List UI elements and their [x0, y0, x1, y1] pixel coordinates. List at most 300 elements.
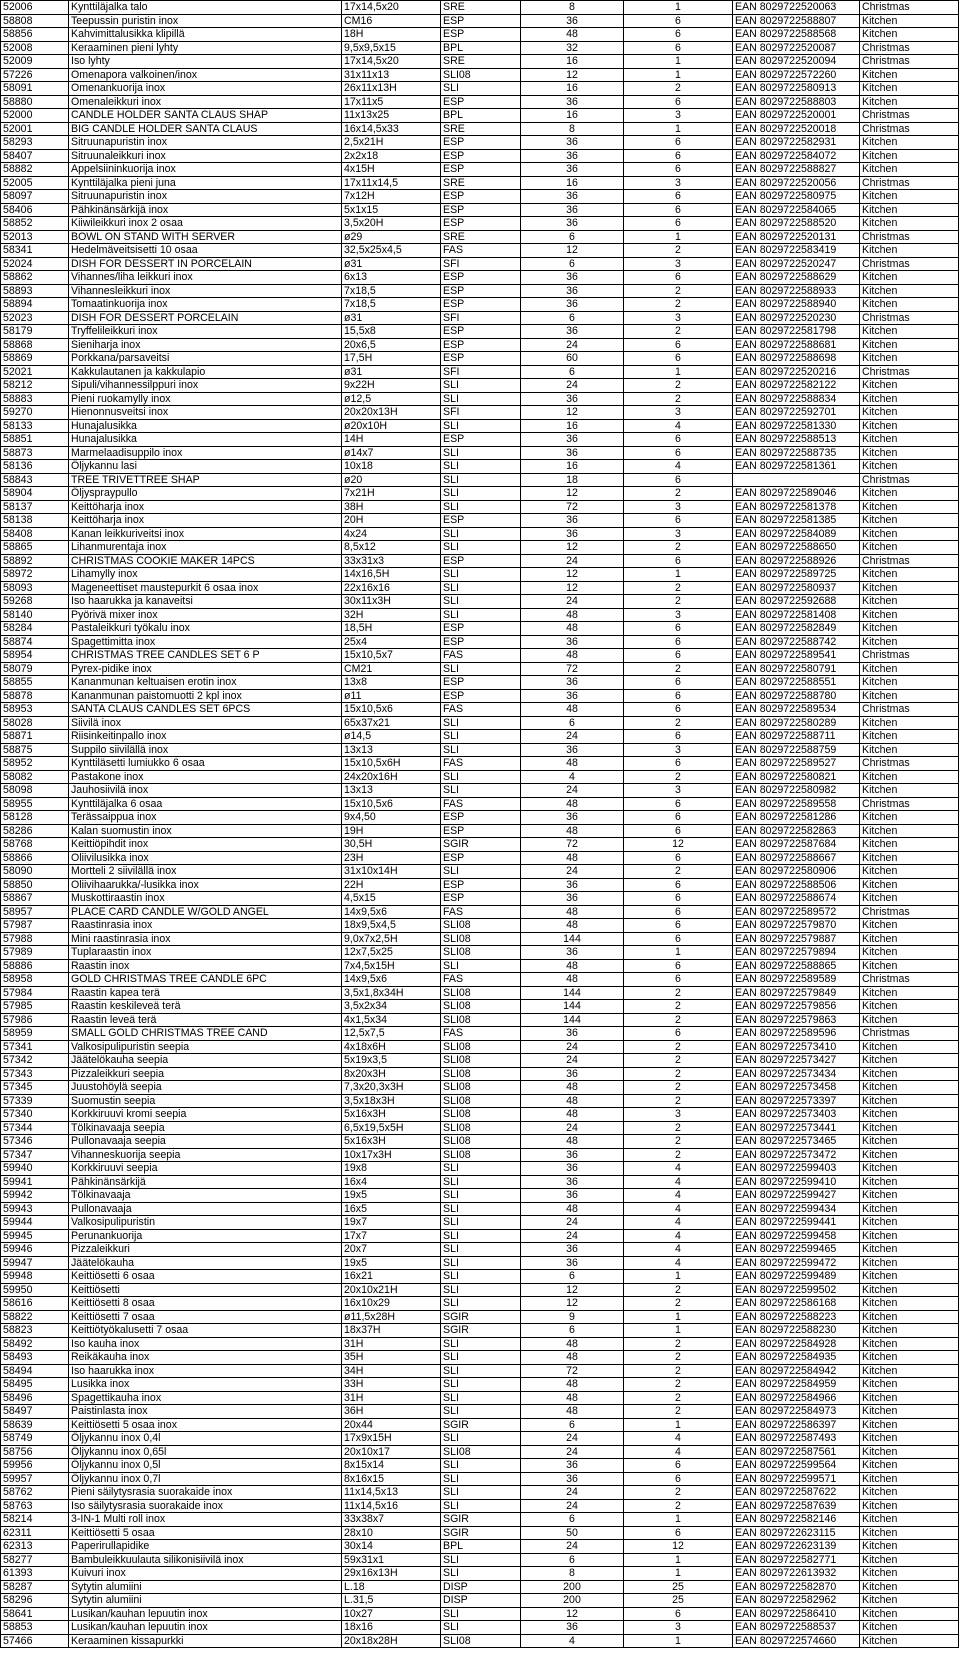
category: Kitchen	[860, 1391, 959, 1405]
carton-quantity: 4	[521, 770, 624, 784]
ean-code: EAN 8029722588551	[733, 676, 860, 690]
item-dimensions: 30x14	[342, 1540, 441, 1554]
item-dimensions: 20x10x17	[342, 1445, 441, 1459]
packaging-code: ESP	[441, 811, 521, 825]
item-dimensions: 15,5x8	[342, 325, 441, 339]
item-dimensions: 8,5x12	[342, 541, 441, 555]
category: Christmas	[860, 122, 959, 136]
table-row	[1, 1337, 959, 1351]
packaging-code: SRE	[441, 122, 521, 136]
packaging-code: SLI	[441, 959, 521, 973]
packaging-code: SLI	[441, 1297, 521, 1311]
item-code: 58137	[1, 500, 69, 514]
inner-quantity: 2	[624, 1094, 733, 1108]
item-name: Pieni säilytysrasia suorakaide inox	[69, 1486, 342, 1500]
item-name: Juustohöylä seepia	[69, 1081, 342, 1095]
item-name: Korkkiruuvi kromi seepia	[69, 1108, 342, 1122]
category: Kitchen	[860, 1513, 959, 1527]
ean-code: EAN 8029722580913	[733, 82, 860, 96]
carton-quantity: 48	[521, 608, 624, 622]
packaging-code: SLI	[441, 1553, 521, 1567]
packaging-code: SLI	[441, 82, 521, 96]
carton-quantity: 24	[521, 1432, 624, 1446]
ean-code: EAN 8029722589541	[733, 649, 860, 663]
inner-quantity: 4	[624, 419, 733, 433]
inner-quantity: 2	[624, 487, 733, 501]
category: Kitchen	[860, 932, 959, 946]
packaging-code: SLI	[441, 1378, 521, 1392]
item-dimensions: 34H	[342, 1364, 441, 1378]
ean-code: EAN 8029722599564	[733, 1459, 860, 1473]
item-dimensions: 22H	[342, 878, 441, 892]
carton-quantity: 36	[521, 676, 624, 690]
packaging-code: SLI	[441, 460, 521, 474]
inner-quantity: 3	[624, 311, 733, 325]
inner-quantity: 1	[624, 1634, 733, 1648]
category: Christmas	[860, 365, 959, 379]
inner-quantity: 2	[624, 244, 733, 258]
category: Kitchen	[860, 716, 959, 730]
item-name: BIG CANDLE HOLDER SANTA CLAUS	[69, 122, 342, 136]
ean-code: EAN 8029722588711	[733, 730, 860, 744]
item-name: Paperirullapidike	[69, 1540, 342, 1554]
item-name: Kananmunan keltuaisen erotin inox	[69, 676, 342, 690]
category: Kitchen	[860, 1040, 959, 1054]
item-dimensions: 20x10x21H	[342, 1283, 441, 1297]
item-name: Hedelmäveitsisetti 10 osaa	[69, 244, 342, 258]
ean-code: EAN 8029722520230	[733, 311, 860, 325]
item-name: Kiiwileikkuri inox 2 osaa	[69, 217, 342, 231]
inner-quantity: 6	[624, 635, 733, 649]
item-name: Iso haarukka inox	[69, 1364, 342, 1378]
item-dimensions: 17x14,5x20	[342, 55, 441, 69]
category: Kitchen	[860, 1202, 959, 1216]
packaging-code: SLI08	[441, 1067, 521, 1081]
packaging-code: SLI08	[441, 1040, 521, 1054]
inner-quantity: 6	[624, 95, 733, 109]
packaging-code: SGIR	[441, 1526, 521, 1540]
category: Kitchen	[860, 392, 959, 406]
item-dimensions: 32,5x25x4,5	[342, 244, 441, 258]
packaging-code: SLI	[441, 1364, 521, 1378]
item-dimensions: 8x20x3H	[342, 1067, 441, 1081]
item-dimensions: 23H	[342, 851, 441, 865]
table-row	[1, 1499, 959, 1513]
category: Kitchen	[860, 527, 959, 541]
ean-code: EAN 8029722599465	[733, 1243, 860, 1257]
packaging-code: SLI08	[441, 1094, 521, 1108]
item-dimensions: 14x9,5x6	[342, 905, 441, 919]
ean-code: EAN 8029722588834	[733, 392, 860, 406]
table-row	[1, 257, 959, 271]
item-name: Öljykannu inox 0,7l	[69, 1472, 342, 1486]
carton-quantity: 12	[521, 68, 624, 82]
category: Kitchen	[860, 1283, 959, 1297]
table-row	[1, 1000, 959, 1014]
category: Kitchen	[860, 487, 959, 501]
item-code: 58874	[1, 635, 69, 649]
category: Kitchen	[860, 284, 959, 298]
category: Kitchen	[860, 1445, 959, 1459]
carton-quantity: 12	[521, 1297, 624, 1311]
item-name: Reikäkauha inox	[69, 1351, 342, 1365]
ean-code: EAN 8029722588698	[733, 352, 860, 366]
inner-quantity: 6	[624, 41, 733, 55]
category: Kitchen	[860, 676, 959, 690]
item-code: 58953	[1, 703, 69, 717]
category: Kitchen	[860, 514, 959, 528]
packaging-code: SGIR	[441, 1418, 521, 1432]
category: Kitchen	[860, 1607, 959, 1621]
carton-quantity: 36	[521, 14, 624, 28]
inner-quantity: 1	[624, 1324, 733, 1338]
category: Kitchen	[860, 379, 959, 393]
item-name: Pyrex-pidike inox	[69, 662, 342, 676]
table-row	[1, 230, 959, 244]
category: Kitchen	[860, 824, 959, 838]
packaging-code: SLI	[441, 716, 521, 730]
inner-quantity: 3	[624, 608, 733, 622]
table-row	[1, 271, 959, 285]
inner-quantity: 1	[624, 55, 733, 69]
table-row	[1, 730, 959, 744]
table-row	[1, 581, 959, 595]
packaging-code: ESP	[441, 514, 521, 528]
inner-quantity: 6	[624, 1027, 733, 1041]
table-row	[1, 1364, 959, 1378]
category: Christmas	[860, 757, 959, 771]
item-code: 58875	[1, 743, 69, 757]
category: Kitchen	[860, 1148, 959, 1162]
item-code: 57345	[1, 1081, 69, 1095]
item-code: 52001	[1, 122, 69, 136]
packaging-code: SLI08	[441, 986, 521, 1000]
item-dimensions: 59x31x1	[342, 1553, 441, 1567]
item-name: Keittiösetti 7 osaa	[69, 1310, 342, 1324]
item-name: Omenaleikkuri inox	[69, 95, 342, 109]
packaging-code: SLI	[441, 1256, 521, 1270]
ean-code: EAN 8029722520094	[733, 55, 860, 69]
ean-code: EAN 8029722589527	[733, 757, 860, 771]
table-row	[1, 1243, 959, 1257]
ean-code: EAN 8029722588230	[733, 1324, 860, 1338]
item-code: 59270	[1, 406, 69, 420]
packaging-code: SLI	[441, 1216, 521, 1230]
packaging-code: SLI	[441, 392, 521, 406]
ean-code: EAN 8029722584973	[733, 1405, 860, 1419]
packaging-code: SLI08	[441, 1135, 521, 1149]
item-name: Suppilo siivilällä inox	[69, 743, 342, 757]
carton-quantity: 8	[521, 1, 624, 15]
table-row	[1, 82, 959, 96]
table-row	[1, 500, 959, 514]
table-row	[1, 1486, 959, 1500]
item-code: 58494	[1, 1364, 69, 1378]
inner-quantity: 6	[624, 217, 733, 231]
item-dimensions: 16x14,5x33	[342, 122, 441, 136]
carton-quantity: 24	[521, 595, 624, 609]
item-dimensions: 5x16x3H	[342, 1135, 441, 1149]
table-row	[1, 919, 959, 933]
packaging-code: SFI	[441, 406, 521, 420]
item-code: 58407	[1, 149, 69, 163]
inner-quantity: 2	[624, 865, 733, 879]
carton-quantity: 50	[521, 1526, 624, 1540]
inner-quantity: 2	[624, 1499, 733, 1513]
packaging-code: ESP	[441, 892, 521, 906]
inner-quantity: 4	[624, 1229, 733, 1243]
item-code: 58616	[1, 1297, 69, 1311]
carton-quantity: 36	[521, 433, 624, 447]
packaging-code: SLI	[441, 527, 521, 541]
ean-code: EAN 8029722581378	[733, 500, 860, 514]
inner-quantity: 6	[624, 1526, 733, 1540]
carton-quantity: 16	[521, 176, 624, 190]
item-code: 52005	[1, 176, 69, 190]
category: Kitchen	[860, 82, 959, 96]
packaging-code: ESP	[441, 271, 521, 285]
item-dimensions: 17x7	[342, 1229, 441, 1243]
table-row	[1, 1432, 959, 1446]
category: Kitchen	[860, 838, 959, 852]
item-dimensions: 16x5	[342, 1202, 441, 1216]
item-code: 58894	[1, 298, 69, 312]
item-name: Keittöharja inox	[69, 514, 342, 528]
ean-code: EAN 8029722581408	[733, 608, 860, 622]
item-code: 58641	[1, 1607, 69, 1621]
carton-quantity: 16	[521, 82, 624, 96]
category: Kitchen	[860, 1243, 959, 1257]
category: Kitchen	[860, 419, 959, 433]
category: Kitchen	[860, 1351, 959, 1365]
inner-quantity: 3	[624, 176, 733, 190]
packaging-code: SLI08	[441, 1634, 521, 1648]
item-name: Lusikan/kauhan lepuutin inox	[69, 1621, 342, 1635]
table-row	[1, 1040, 959, 1054]
item-dimensions: 31x11x13	[342, 68, 441, 82]
ean-code: EAN 8029722588674	[733, 892, 860, 906]
item-name: Sitruunapuristin inox	[69, 136, 342, 150]
item-name: Pähkinänsärkijä inox	[69, 203, 342, 217]
item-dimensions: 13x13	[342, 743, 441, 757]
item-name: Hunajalusikka	[69, 433, 342, 447]
item-name: Pastaleikkuri työkalu inox	[69, 622, 342, 636]
packaging-code: BPL	[441, 41, 521, 55]
inner-quantity: 6	[624, 676, 733, 690]
packaging-code: ESP	[441, 149, 521, 163]
ean-code: EAN 8029722582863	[733, 824, 860, 838]
item-code: 58843	[1, 473, 69, 487]
item-name: Keittiösetti 6 osaa	[69, 1270, 342, 1284]
carton-quantity: 4	[521, 1634, 624, 1648]
carton-quantity: 36	[521, 136, 624, 150]
carton-quantity: 24	[521, 379, 624, 393]
ean-code: EAN 8029722588803	[733, 95, 860, 109]
ean-code: EAN 8029722520216	[733, 365, 860, 379]
inner-quantity: 1	[624, 122, 733, 136]
carton-quantity: 36	[521, 298, 624, 312]
item-dimensions: ø31	[342, 257, 441, 271]
inner-quantity: 6	[624, 554, 733, 568]
item-dimensions: 26x11x13H	[342, 82, 441, 96]
category: Kitchen	[860, 1580, 959, 1594]
item-name: CANDLE HOLDER SANTA CLAUS SHAP	[69, 109, 342, 123]
packaging-code: FAS	[441, 757, 521, 771]
inner-quantity: 1	[624, 1418, 733, 1432]
category: Kitchen	[860, 406, 959, 420]
ean-code: EAN 8029722582849	[733, 622, 860, 636]
packaging-code: BPL	[441, 109, 521, 123]
ean-code: EAN 8029722582146	[733, 1513, 860, 1527]
inner-quantity: 2	[624, 1135, 733, 1149]
ean-code: EAN 8029722580906	[733, 865, 860, 879]
category: Kitchen	[860, 811, 959, 825]
inner-quantity: 1	[624, 68, 733, 82]
carton-quantity: 24	[521, 1229, 624, 1243]
category: Kitchen	[860, 1499, 959, 1513]
ean-code: EAN 8029722520247	[733, 257, 860, 271]
inner-quantity: 6	[624, 514, 733, 528]
table-row	[1, 1513, 959, 1527]
carton-quantity: 12	[521, 541, 624, 555]
item-name: Iso kauha inox	[69, 1337, 342, 1351]
table-row	[1, 1081, 959, 1095]
category: Kitchen	[860, 203, 959, 217]
item-dimensions: 9,5x9,5x15	[342, 41, 441, 55]
category: Kitchen	[860, 1310, 959, 1324]
ean-code: EAN 8029722573427	[733, 1054, 860, 1068]
table-row	[1, 527, 959, 541]
item-name: PLACE CARD CANDLE W/GOLD ANGEL	[69, 905, 342, 919]
table-row	[1, 473, 959, 487]
item-dimensions: 33H	[342, 1378, 441, 1392]
item-dimensions: ø20	[342, 473, 441, 487]
table-row	[1, 163, 959, 177]
item-dimensions: 7x4,5x15H	[342, 959, 441, 973]
inner-quantity: 2	[624, 1297, 733, 1311]
ean-code: EAN 8029722588537	[733, 1621, 860, 1635]
item-dimensions: 10x27	[342, 1607, 441, 1621]
ean-code: EAN 8029722520018	[733, 122, 860, 136]
ean-code: EAN 8029722588520	[733, 217, 860, 231]
carton-quantity: 36	[521, 392, 624, 406]
table-row	[1, 1607, 959, 1621]
item-dimensions: 20x7	[342, 1243, 441, 1257]
ean-code: EAN 8029722592688	[733, 595, 860, 609]
ean-code: EAN 8029722573441	[733, 1121, 860, 1135]
inner-quantity: 4	[624, 1432, 733, 1446]
inner-quantity: 4	[624, 1445, 733, 1459]
ean-code: EAN 8029722589589	[733, 973, 860, 987]
item-code: 58497	[1, 1405, 69, 1419]
table-row	[1, 433, 959, 447]
item-dimensions: 19H	[342, 824, 441, 838]
item-dimensions: 20x18x28H	[342, 1634, 441, 1648]
carton-quantity: 12	[521, 568, 624, 582]
item-dimensions: 36H	[342, 1405, 441, 1419]
table-row	[1, 568, 959, 582]
table-row	[1, 689, 959, 703]
table-row	[1, 973, 959, 987]
table-row	[1, 892, 959, 906]
inner-quantity: 2	[624, 325, 733, 339]
packaging-code: ESP	[441, 28, 521, 42]
carton-quantity: 16	[521, 109, 624, 123]
item-code: 58958	[1, 973, 69, 987]
category: Kitchen	[860, 878, 959, 892]
item-code: 58954	[1, 649, 69, 663]
category: Kitchen	[860, 1094, 959, 1108]
inner-quantity: 6	[624, 136, 733, 150]
category: Kitchen	[860, 1054, 959, 1068]
packaging-code: SLI	[441, 1243, 521, 1257]
inner-quantity: 2	[624, 662, 733, 676]
inner-quantity: 6	[624, 352, 733, 366]
carton-quantity: 36	[521, 325, 624, 339]
ean-code: EAN 8029722599571	[733, 1472, 860, 1486]
packaging-code: SGIR	[441, 1324, 521, 1338]
carton-quantity: 6	[521, 257, 624, 271]
item-code: 57343	[1, 1067, 69, 1081]
packaging-code: FAS	[441, 905, 521, 919]
inner-quantity: 3	[624, 527, 733, 541]
item-name: Spagettikauha inox	[69, 1391, 342, 1405]
category: Kitchen	[860, 1229, 959, 1243]
item-dimensions: 15x10,5x6	[342, 703, 441, 717]
carton-quantity: 24	[521, 1486, 624, 1500]
item-name: GOLD CHRISTMAS TREE CANDLE 6PC	[69, 973, 342, 987]
ean-code: EAN 8029722589046	[733, 487, 860, 501]
carton-quantity: 36	[521, 635, 624, 649]
item-dimensions: 18H	[342, 28, 441, 42]
table-row	[1, 203, 959, 217]
item-code: 52000	[1, 109, 69, 123]
item-dimensions: 19x5	[342, 1256, 441, 1270]
table-row	[1, 1108, 959, 1122]
item-code: 58293	[1, 136, 69, 150]
item-code: 58495	[1, 1378, 69, 1392]
inner-quantity: 3	[624, 406, 733, 420]
ean-code: EAN 8029722573434	[733, 1067, 860, 1081]
ean-code: EAN 8029722574660	[733, 1634, 860, 1648]
carton-quantity: 36	[521, 1148, 624, 1162]
inner-quantity: 2	[624, 298, 733, 312]
inner-quantity: 2	[624, 541, 733, 555]
category: Kitchen	[860, 298, 959, 312]
item-name: Kynttiläjalka 6 osaa	[69, 797, 342, 811]
item-code: 59268	[1, 595, 69, 609]
item-name: Keraaminen kissapurkki	[69, 1634, 342, 1648]
carton-quantity: 6	[521, 1270, 624, 1284]
item-name: Keittiösetti 5 osaa inox	[69, 1418, 342, 1432]
item-name: Omenankuorija inox	[69, 82, 342, 96]
category: Kitchen	[860, 136, 959, 150]
ean-code: EAN 8029722599403	[733, 1162, 860, 1176]
inner-quantity: 6	[624, 622, 733, 636]
carton-quantity: 36	[521, 1175, 624, 1189]
item-dimensions: 10x18	[342, 460, 441, 474]
item-code: 57347	[1, 1148, 69, 1162]
ean-code: EAN 8029722588827	[733, 163, 860, 177]
item-name: DISH FOR DESSERT PORCELAIN	[69, 311, 342, 325]
inner-quantity: 1	[624, 946, 733, 960]
table-row	[1, 1297, 959, 1311]
item-code: 52009	[1, 55, 69, 69]
inner-quantity: 25	[624, 1594, 733, 1608]
item-name: Öljykannu inox 0,5l	[69, 1459, 342, 1473]
item-code: 58883	[1, 392, 69, 406]
category: Kitchen	[860, 1216, 959, 1230]
